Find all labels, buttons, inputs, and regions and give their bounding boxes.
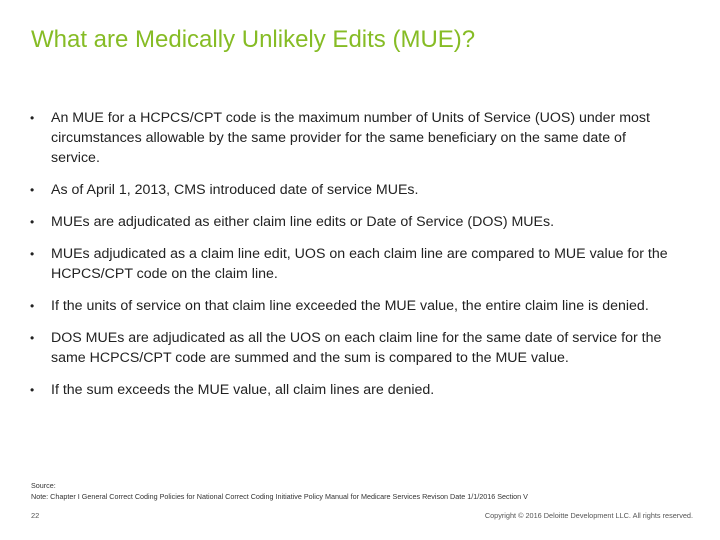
source-note-text: Note: Chapter I General Correct Coding Policies for National Correct Coding Initiative Policy Manual for Medicare Services Revison Date 1/1/2016 Section V [31, 492, 528, 501]
list-item [30, 180, 670, 200]
page-number: 22 [31, 511, 40, 520]
list-item [30, 212, 670, 232]
bullet-dot: • [30, 215, 35, 229]
bullet-dot: • [30, 183, 35, 197]
list-item [30, 108, 670, 168]
source-label: Source: [31, 481, 56, 490]
copyright-notice: Copyright © 2016 Deloitte Development LLC. All rights reserved. [484, 511, 693, 520]
list-item [30, 328, 670, 368]
bullet-text: MUEs are adjudicated as either claim line edits or Date of Service (DOS) MUEs. [51, 214, 555, 230]
bullet-text: DOS MUEs are adjudicated as all the UOS on each claim line for the same date of service for the same HCPCS/CPT code are summed and the sum is compared to the MUE value. [51, 330, 662, 366]
bullet-dot: • [30, 331, 35, 345]
slide-title: What are Medically Unlikely Edits (MUE)? [31, 26, 476, 53]
bullet-text: If the sum exceeds the MUE value, all claim lines are denied. [51, 382, 435, 398]
source-note [31, 480, 528, 502]
bullet-text: If the units of service on that claim line exceeded the MUE value, the entire claim line is denied. [51, 298, 649, 314]
bullet-list [30, 108, 670, 412]
bullet-dot: • [30, 247, 35, 261]
bullet-dot: • [30, 111, 35, 125]
list-item [30, 380, 670, 400]
bullet-dot: • [30, 299, 35, 313]
list-item [30, 296, 670, 316]
bullet-text: MUEs adjudicated as a claim line edit, UOS on each claim line are compared to MUE value for the HCPCS/CPT code on the claim line. [51, 246, 668, 282]
list-item [30, 244, 670, 284]
bullet-text: As of April 1, 2013, CMS introduced date of service MUEs. [51, 182, 419, 198]
bullet-dot: • [30, 383, 35, 397]
bullet-text: An MUE for a HCPCS/CPT code is the maximum number of Units of Service (UOS) under most circumstances allowable by the same provider for the same beneficiary on the same date of service. [51, 110, 650, 166]
